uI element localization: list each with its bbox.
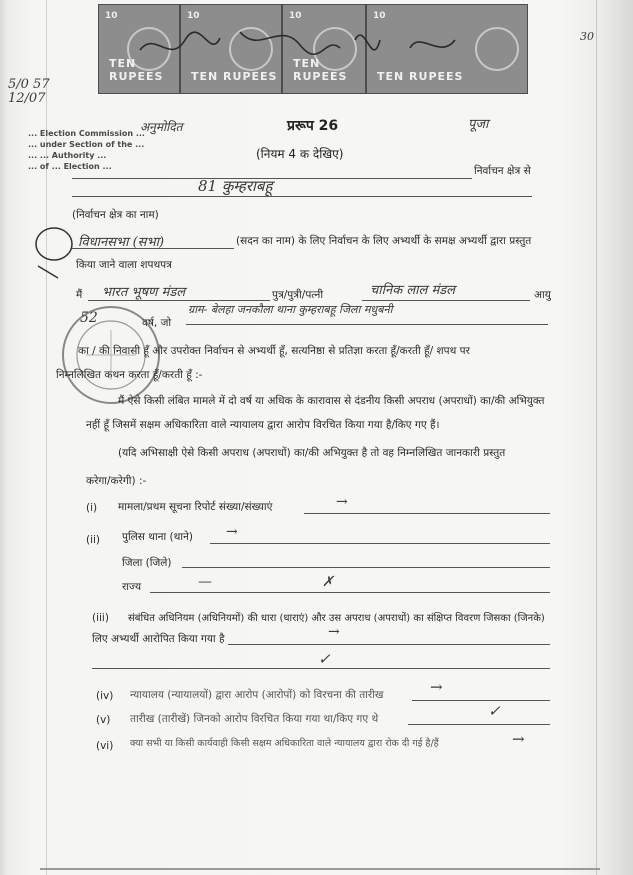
handwritten-arrow: → bbox=[512, 730, 525, 748]
fill-line bbox=[210, 543, 550, 544]
handwritten-note: पूजा bbox=[468, 117, 489, 132]
address-handwritten: ग्राम- बेलहा जनकौला थाना कुम्हराबहू जिला मधुबनी bbox=[188, 303, 393, 316]
handwritten-arrow: → bbox=[430, 678, 443, 696]
revenue-stamp: 10 TEN RUPEES bbox=[98, 4, 180, 94]
house-name-handwritten: विधानसभा (सभा) bbox=[78, 235, 165, 250]
page-number: 30 bbox=[580, 30, 594, 43]
handwritten-number: 5/0 57 12/07 bbox=[8, 77, 50, 106]
relation-label: पुत्र/पुत्री/पत्नी bbox=[272, 289, 324, 301]
handwritten-circle-mark bbox=[28, 222, 98, 282]
item-vi-label: क्या सभी या किसी कार्यवाही किसी सक्षम अधिकारिता वाले न्यायालय द्वारा रोक दी गई है/हैं bbox=[130, 738, 439, 749]
declaration-para-2: (यदि अभिसाक्षी ऐसे किसी अपराध (अपराधों) का/की अभियुक्त है तो वह निम्नलिखित जानकारी प्रस्तुत bbox=[118, 447, 506, 459]
fill-line bbox=[408, 724, 550, 725]
fill-line bbox=[182, 567, 550, 568]
official-stamp-text: ... Election Commission ... ... under Section of the ... ... ... Authority ... ... of ... Election ... bbox=[28, 129, 145, 171]
form-title: प्ररूप 26 bbox=[287, 118, 339, 134]
fill-line bbox=[228, 644, 550, 645]
age-handwritten: 52 bbox=[80, 310, 98, 326]
constituency-label: (निर्वाचन क्षेत्र का नाम) bbox=[72, 209, 159, 221]
item-iii-label-2: लिए अभ्यर्थी आरोपित किया गया है bbox=[92, 633, 225, 645]
item-ii-state: राज्य bbox=[122, 581, 142, 593]
affidavit-intro-2: किया जाने वाला शपथपत्र bbox=[76, 259, 172, 271]
item-ii-district: जिला (जिले) bbox=[122, 557, 172, 569]
form-subtitle: (नियम 4 क देखिए) bbox=[256, 147, 344, 161]
item-number: (iv) bbox=[96, 690, 114, 702]
fill-line bbox=[92, 668, 550, 669]
item-v-label: तारीख (तारीखें) जिनको आरोप विरचित किया गया था/किए गए थे bbox=[130, 713, 379, 725]
handwritten-dash: → bbox=[226, 524, 238, 540]
declaration-para-1: मैं ऐसे किसी लंबित मामले में दो वर्ष या अधिक के कारावास से दंडनीय किसी अपराध (अपराधों) का/की अभियुक्त bbox=[118, 395, 545, 407]
handwritten-tick: ✓ bbox=[488, 702, 501, 720]
deponent-name-handwritten: भारत भूषण मंडल bbox=[102, 285, 186, 300]
father-name-handwritten: चानिक लाल मंडल bbox=[370, 283, 455, 298]
item-ii-label: पुलिस थाना (थाने) bbox=[122, 531, 194, 543]
scan-edge-line bbox=[596, 0, 597, 875]
handwritten-dash: → bbox=[336, 494, 348, 510]
handwritten-tick: ✓ bbox=[318, 650, 331, 668]
fill-line bbox=[412, 700, 550, 701]
scan-edge-bottom bbox=[40, 868, 600, 870]
declaration-para-2b: करेगा/करेगी) :- bbox=[86, 475, 147, 487]
resident-text: का / की निवासी हूँ और उपरोक्त निर्वाचन से अभ्यर्थी हूँ, सत्यनिष्ठा से प्रतिज्ञा करता हूँ/करती हूँ/ शपथ पर bbox=[78, 345, 470, 357]
fill-line bbox=[186, 324, 548, 325]
item-number: (iii) bbox=[92, 612, 109, 624]
i-prefix: मैं bbox=[76, 289, 83, 301]
fill-line bbox=[72, 196, 532, 197]
years-label: वर्ष, जो bbox=[142, 317, 172, 329]
revenue-stamp: 10 TEN RUPEES bbox=[180, 4, 282, 94]
declaration-para-1b: नहीं हूँ जिसमें सक्षम अधिकारिता वाले न्यायालय द्वारा आरोप विरचित किया गया है/किए गए हैं। bbox=[86, 419, 440, 431]
handwritten-dash: — bbox=[198, 574, 212, 590]
item-iii-label: संबंधित अधिनियम (अधिनियमों) की धारा (धाराएं) और उस अपराध (अपराधों) का संक्षिप्त विवरण जिसका (जिनके) bbox=[128, 613, 545, 624]
constituency-handwritten: 81 कुम्हराबहू bbox=[198, 177, 273, 195]
item-number: (v) bbox=[96, 714, 111, 726]
handwritten-cross: ✗ bbox=[322, 574, 334, 590]
handwritten-dash: → bbox=[328, 624, 340, 640]
age-label: आयु bbox=[534, 289, 551, 301]
revenue-stamp: 10 TEN RUPEES bbox=[282, 4, 366, 94]
signature-scribble bbox=[110, 10, 470, 80]
fill-line bbox=[304, 513, 550, 514]
item-iv-label: न्यायालय (न्यायालयों) द्वारा आरोप (आरोपों) को विरचना की तारीख bbox=[130, 689, 384, 701]
statement-intro: निम्नलिखित कथन करता हूँ/करती हूँ :- bbox=[56, 369, 203, 381]
item-number: (vi) bbox=[96, 740, 114, 752]
constituency-suffix: निर्वाचन क्षेत्र से bbox=[474, 165, 531, 177]
fill-line bbox=[150, 592, 550, 593]
revenue-stamp: 10 TEN RUPEES bbox=[366, 4, 528, 94]
item-number: (ii) bbox=[86, 534, 101, 546]
fill-line bbox=[72, 248, 234, 249]
handwritten-note: अनुमोदित bbox=[140, 120, 183, 134]
item-i-label: मामला/प्रथम सूचना रिपोर्ट संख्या/संख्याएं bbox=[118, 501, 273, 513]
item-number: (i) bbox=[86, 502, 98, 514]
affidavit-intro: (सदन का नाम) के लिए निर्वाचन के लिए अभ्यर्थी के समक्ष अभ्यर्थी द्वारा प्रस्तुत bbox=[236, 235, 532, 247]
fill-line bbox=[362, 300, 530, 301]
